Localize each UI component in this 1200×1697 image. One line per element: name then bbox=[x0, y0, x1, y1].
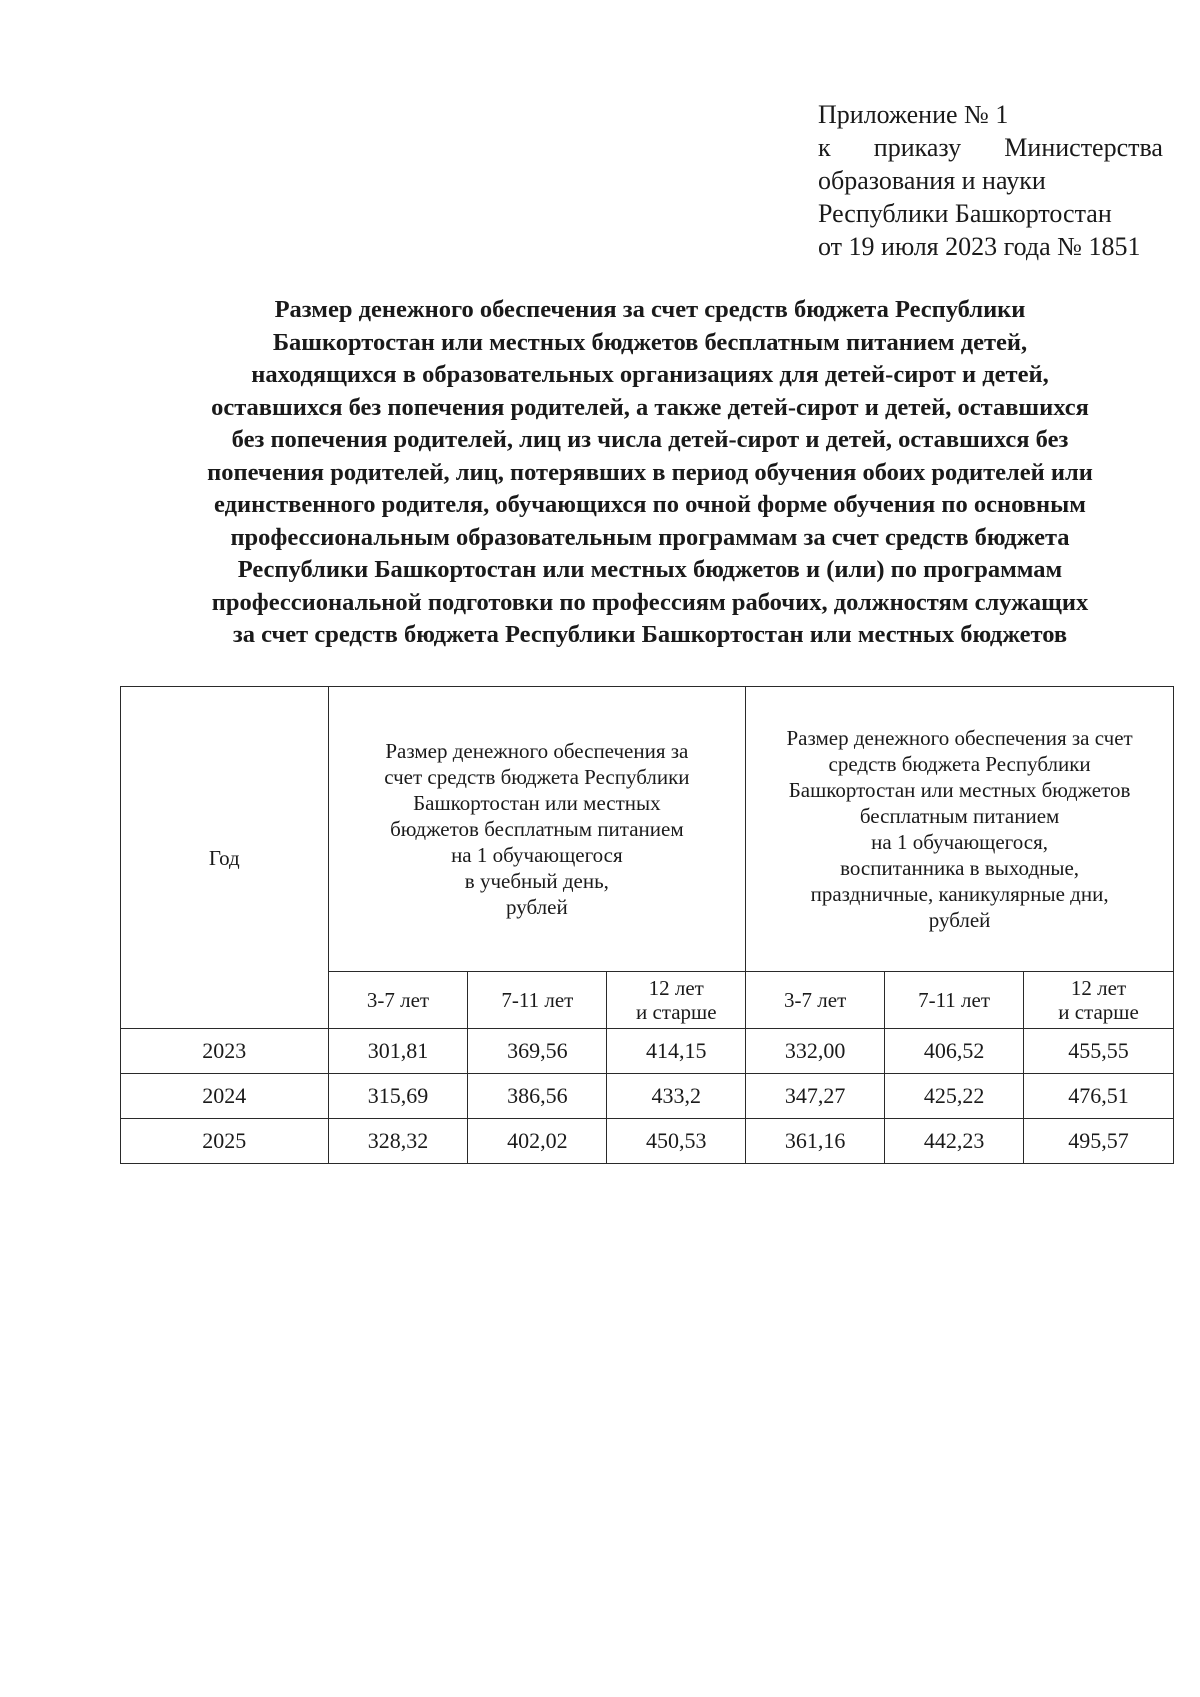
header-line: в учебный день, bbox=[464, 869, 609, 893]
document-title bbox=[110, 294, 1190, 652]
value-cell: 442,23 bbox=[885, 1119, 1024, 1164]
appendix-block bbox=[818, 98, 1163, 263]
header-line: Башкортостан или местных bbox=[413, 791, 661, 815]
header-line: на 1 обучающегося, bbox=[871, 830, 1049, 854]
age-group-header bbox=[607, 972, 746, 1029]
header-line: воспитанника в выходные, bbox=[840, 856, 1080, 880]
title-line: единственного родителя, обучающихся по очной форме обучения по основным bbox=[214, 491, 1086, 518]
age-label: 7-11 лет bbox=[918, 988, 991, 1012]
header-line: бюджетов бесплатным питанием bbox=[390, 817, 684, 841]
title-line: профессиональным образовательным программам за счет средств бюджета bbox=[230, 523, 1070, 551]
value-cell: 402,02 bbox=[468, 1119, 607, 1164]
table-row bbox=[121, 1029, 1174, 1074]
age-group-header bbox=[746, 972, 885, 1029]
appendix-line: Приложение № 1 bbox=[818, 100, 1009, 129]
appendix-word: приказу bbox=[873, 133, 962, 162]
table-row bbox=[121, 1119, 1174, 1164]
year-cell: 2025 bbox=[121, 1119, 329, 1164]
value-cell: 361,16 bbox=[746, 1119, 885, 1164]
value-cell: 450,53 bbox=[607, 1119, 746, 1164]
age-group-header bbox=[468, 972, 607, 1029]
value-cell: 386,56 bbox=[468, 1074, 607, 1119]
title-line: профессиональной подготовки по профессиям рабочих, должностям служащих bbox=[211, 588, 1089, 616]
value-cell: 455,55 bbox=[1024, 1029, 1174, 1074]
age-label: 3-7 лет bbox=[366, 988, 430, 1012]
value-cell: 495,57 bbox=[1024, 1119, 1174, 1164]
age-group-header bbox=[1024, 972, 1174, 1029]
appendix-line: от 19 июля 2023 года № 1851 bbox=[818, 232, 1141, 261]
title-line: оставшихся без попечения родителей, а также детей-сирот и детей, оставшихся bbox=[211, 393, 1089, 421]
value-cell: 369,56 bbox=[468, 1029, 607, 1074]
rates-table bbox=[120, 686, 1174, 1164]
header-line: рублей bbox=[506, 895, 568, 919]
value-cell: 406,52 bbox=[885, 1029, 1024, 1074]
value-cell: 315,69 bbox=[328, 1074, 468, 1119]
year-header: Год bbox=[121, 687, 329, 1029]
age-label: 7-11 лет bbox=[501, 988, 574, 1012]
value-cell: 328,32 bbox=[328, 1119, 468, 1164]
title-line: Размер денежного обеспечения за счет средств бюджета Республики bbox=[274, 296, 1026, 323]
value-cell: 476,51 bbox=[1024, 1074, 1174, 1119]
age-group-header bbox=[328, 972, 468, 1029]
header-line: Размер денежного обеспечения за счет bbox=[786, 726, 1133, 750]
age-group-header bbox=[885, 972, 1024, 1029]
title-line: попечения родителей, лиц, потерявших в период обучения обоих родителей или bbox=[207, 458, 1093, 486]
value-cell: 425,22 bbox=[885, 1074, 1024, 1119]
header-line: бесплатным питанием bbox=[859, 804, 1060, 828]
age-label: 12 лет bbox=[1070, 976, 1127, 1000]
appendix-line: образования и науки bbox=[818, 166, 1046, 195]
table-row bbox=[121, 1074, 1174, 1119]
value-cell: 301,81 bbox=[328, 1029, 468, 1074]
header-line: счет средств бюджета Республики bbox=[384, 765, 690, 789]
school-day-rate-header bbox=[328, 687, 746, 972]
title-line: за счет средств бюджета Республики Башкортостан или местных бюджетов bbox=[232, 621, 1068, 648]
header-line: Размер денежного обеспечения за bbox=[385, 739, 689, 763]
header-line: средств бюджета Республики bbox=[828, 752, 1091, 776]
title-line: Башкортостан или местных бюджетов бесплатным питанием детей, bbox=[272, 328, 1028, 356]
value-cell: 414,15 bbox=[607, 1029, 746, 1074]
header-line: праздничные, каникулярные дни, bbox=[810, 882, 1109, 906]
holiday-rate-header bbox=[746, 687, 1174, 972]
value-cell: 347,27 bbox=[746, 1074, 885, 1119]
age-label: 12 лет bbox=[648, 976, 704, 1000]
age-label: и старше bbox=[635, 1000, 717, 1024]
value-cell: 332,00 bbox=[746, 1029, 885, 1074]
title-line: находящихся в образовательных организациях для детей-сирот и детей, bbox=[251, 361, 1049, 388]
header-line: Башкортостан или местных бюджетов bbox=[788, 778, 1131, 802]
header-line: на 1 обучающегося bbox=[451, 843, 623, 867]
year-cell: 2024 bbox=[121, 1074, 329, 1119]
header-line: рублей bbox=[928, 908, 991, 932]
title-line: без попечения родителей, лиц из числа детей-сирот и детей, оставшихся без bbox=[231, 426, 1069, 453]
appendix-line: Республики Башкортостан bbox=[818, 199, 1112, 228]
value-cell: 433,2 bbox=[607, 1074, 746, 1119]
appendix-word: к bbox=[818, 133, 831, 162]
title-line: Республики Башкортостан или местных бюджетов и (или) по программам bbox=[237, 556, 1063, 583]
age-label: 3-7 лет bbox=[784, 988, 847, 1012]
appendix-line bbox=[818, 131, 1163, 164]
appendix-word: Министерства bbox=[1004, 133, 1163, 162]
age-label: и старше bbox=[1058, 1000, 1139, 1024]
year-cell: 2023 bbox=[121, 1029, 329, 1074]
